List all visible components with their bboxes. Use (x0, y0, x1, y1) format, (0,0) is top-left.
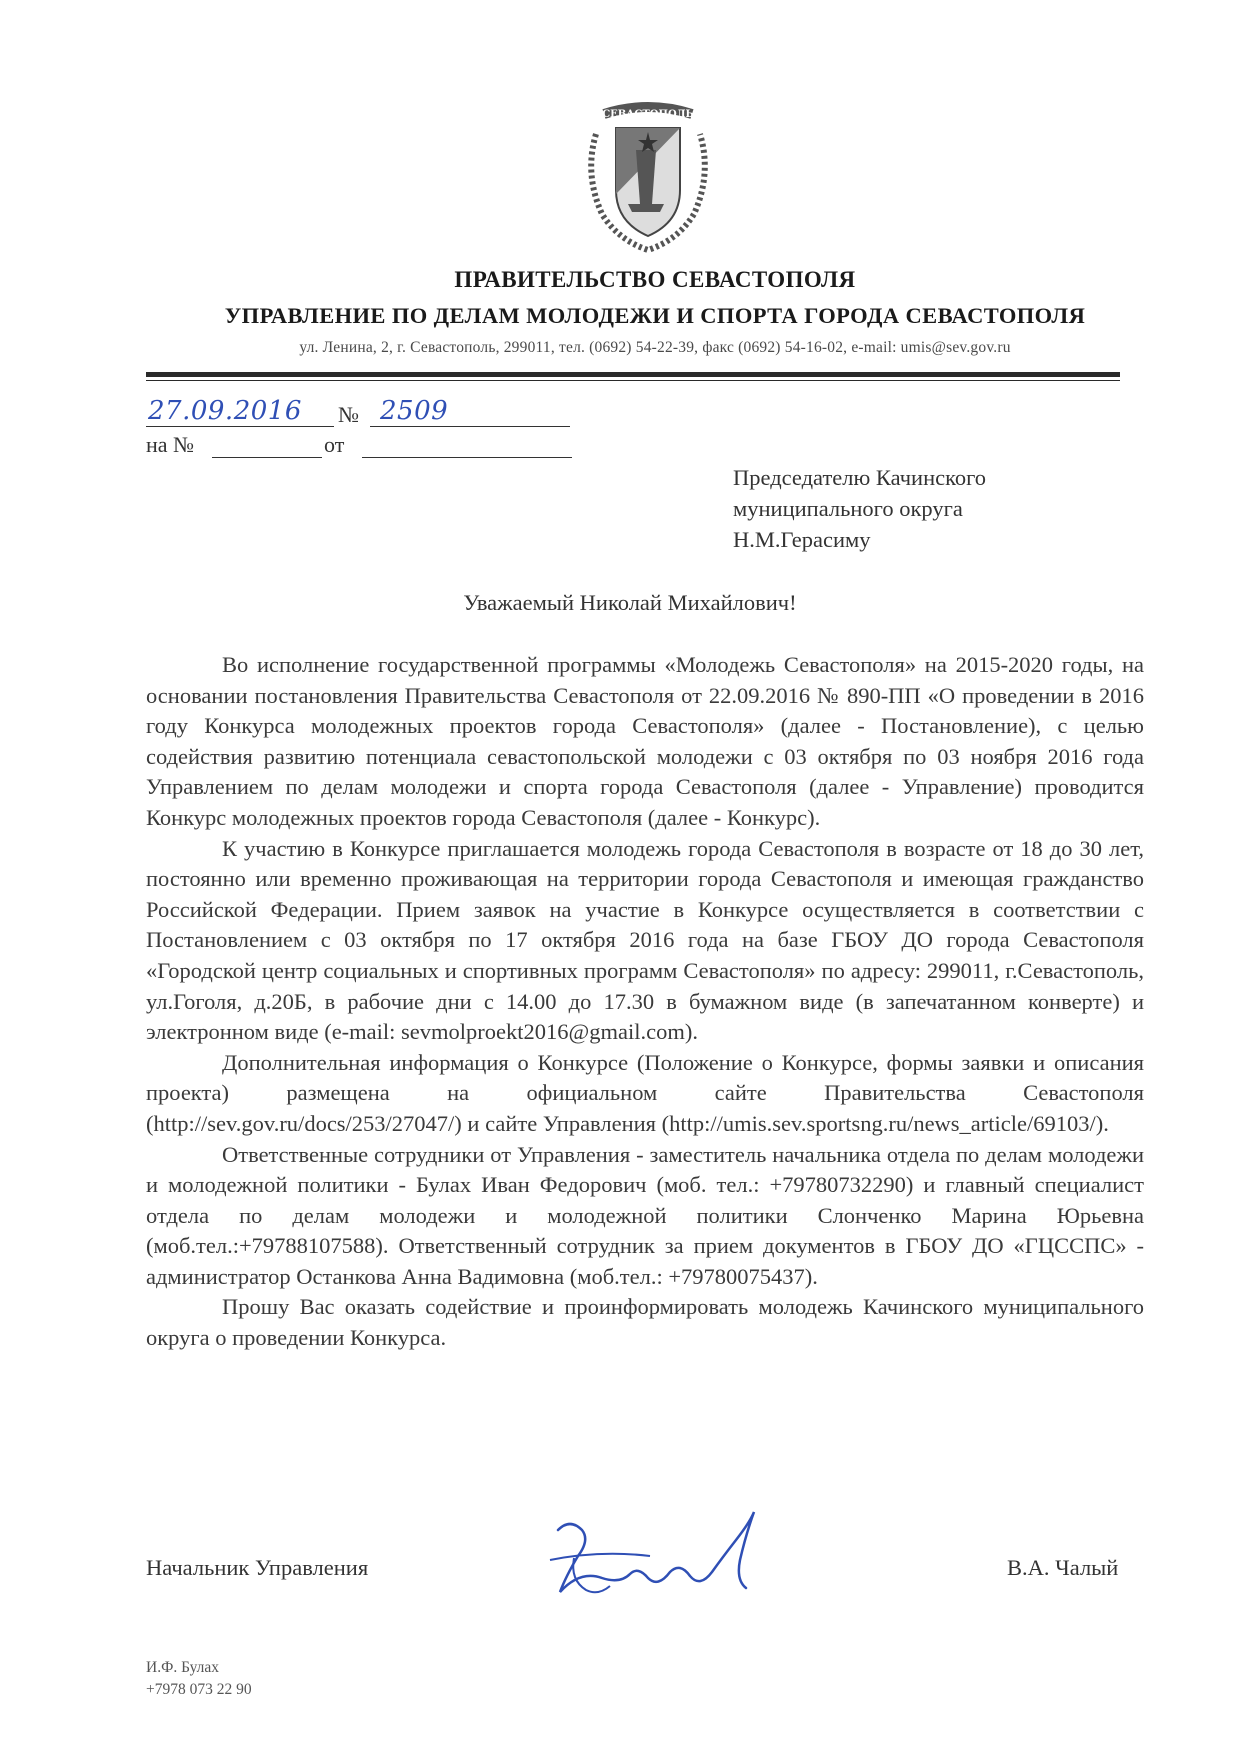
from-label: от (324, 432, 345, 457)
letter-body (146, 650, 1144, 1354)
header-divider-thin (146, 380, 1120, 381)
executor-name: И.Ф. Булах (146, 1659, 220, 1676)
body-paragraph: Дополнительная информация о Конкурсе (Положение о Конкурсе, формы заявки и описания проекта) размещена на официальном сайте Правительства Севастополя (http://sev.gov.ru/docs/253/27047/) и сайте Управления (http://umis.sev.sportsng.ru/news_article/69103/). (146, 1049, 1144, 1136)
addressee-line: муниципального округа (733, 496, 963, 521)
header-divider-thick (146, 372, 1120, 377)
addressee-block (733, 462, 986, 555)
executor-phone: +7978 073 22 90 (146, 1681, 252, 1698)
body-paragraph: Во исполнение государственной программы «Молодежь Севастополя» на 2015-2020 годы, на основании постановления Правительства Севастополя от 22.09.2016 № 890-ПП «О проведении в 2016 году Конкурса молодежных проектов города Севастополя» (далее - Постановление), с целью содействия развитию потенциала севастопольской молодежи с 03 октября по 03 ноября 2016 года Управлением по делам молодежи и спорта города Севастополя (далее - Управление) проводится Конкурс молодежных проектов города Севастополя (далее - Конкурс). (146, 652, 1144, 830)
signatory-name: В.А. Чалый (1007, 1555, 1119, 1580)
org-contacts: ул. Ленина, 2, г. Севастополь, 299011, тел. (0692) 54-22-39, факс (0692) 54-16-02, e-mail: umis@sev.gov.ru (299, 339, 1011, 356)
handwritten-number: 2509 (380, 396, 449, 426)
from-underline (362, 457, 572, 458)
reply-to-label: на № (146, 432, 195, 457)
date-underline (146, 426, 334, 427)
org-name-government: ПРАВИТЕЛЬСТВО СЕВАСТОПОЛЯ (454, 267, 856, 292)
sevastopol-coat-of-arms-emblem (578, 94, 718, 254)
body-paragraph: Ответственные сотрудники от Управления - заместитель начальника отдела по делам молодежи и молодежной политики - Булах Иван Федорович (моб. тел.: +79780732290) и главный специалист отдела по делам молодежи и молодежной политики Слонченко Марина Юрьевна (моб.тел.:+79788107588). Ответственный сотрудник за прием документов в ГБОУ ДО «ГЦССПС» - администратор Останкова Анна Вадимовна (моб.тел.: +79780075437). (146, 1141, 1144, 1289)
number-underline (370, 426, 570, 427)
addressee-line: Н.М.Герасиму (733, 527, 871, 552)
body-paragraph: Прошу Вас оказать содействие и проинформировать молодежь Качинского муниципального округа о проведении Конкурса. (146, 1294, 1144, 1351)
number-sign: № (338, 402, 359, 427)
addressee-line: Председателю Качинского (733, 465, 987, 490)
handwritten-signature (540, 1500, 780, 1610)
org-name-department: УПРАВЛЕНИЕ ПО ДЕЛАМ МОЛОДЕЖИ И СПОРТА ГОРОДА СЕВАСТОПОЛЯ (224, 303, 1086, 328)
emblem-banner-text: СЕВАСТОПОЛЬ (602, 109, 694, 120)
executor-block (146, 1657, 252, 1701)
reply-to-underline (212, 457, 322, 458)
body-paragraph: К участию в Конкурсе приглашается молодежь города Севастополя в возрасте от 18 до 30 лет, постоянно или временно проживающая на территории города Севастополя и имеющая гражданство Российской Федерации. Прием заявок на участие в Конкурсе осуществляется в соответствии с Постановлением с 03 октября по 17 октября 2016 года на базе ГБОУ ДО города Севастополя «Городской центр социальных и спортивных программ Севастополя» по адресу: 299011, г.Севастополь, ул.Гоголя, д.20Б, в рабочие дни с 14.00 до 17.30 в бумажном виде (в запечатанном конверте) и электронном виде (e-mail: sevmolproekt2016@gmail.com). (146, 835, 1144, 1045)
handwritten-date: 27.09.2016 (148, 396, 302, 426)
salutation: Уважаемый Николай Михайлович! (463, 590, 797, 615)
signatory-position: Начальник Управления (146, 1555, 369, 1580)
